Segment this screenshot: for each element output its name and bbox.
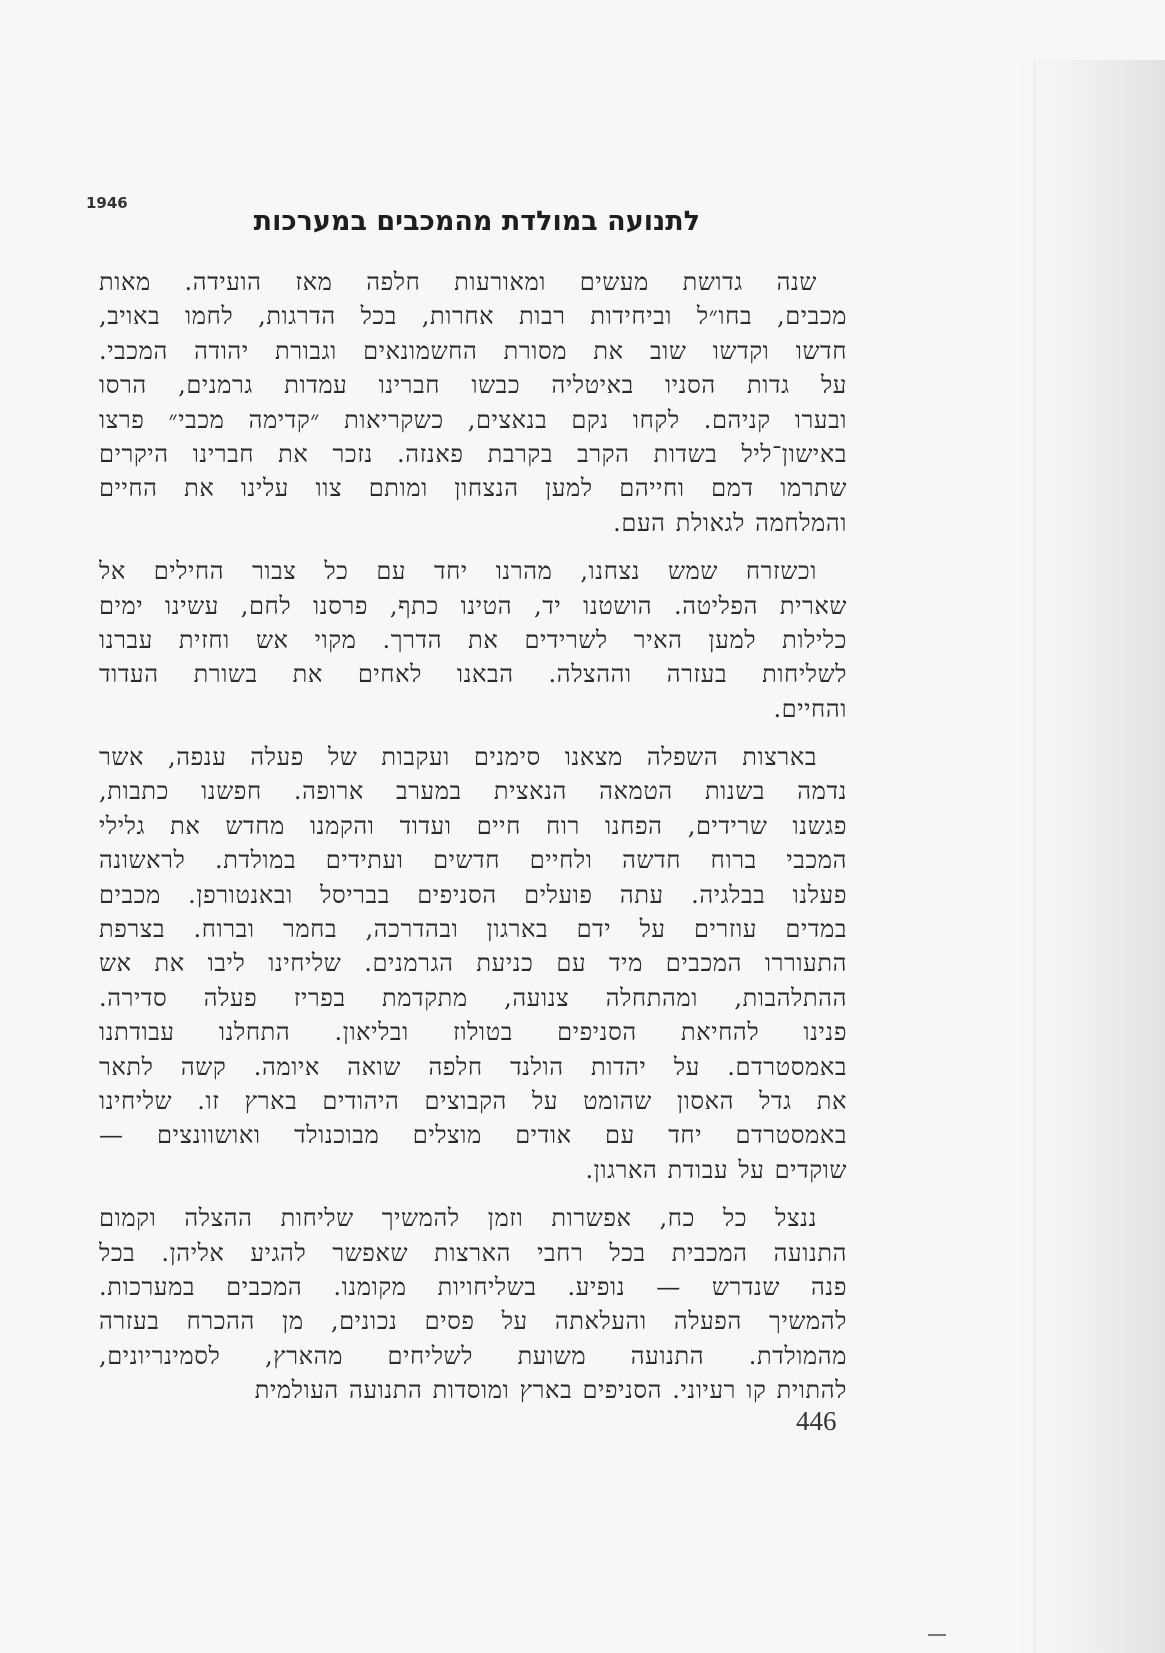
page-edge-shadow (1015, 60, 1165, 1653)
text-line: פנינו להחיאת הסניפים בטולוז ובליאון. התחלנו עבודתנו (99, 1018, 847, 1047)
text-line: שתרמו דמם וחייהם למען הנצחון ומותם צוו עלינו את החיים (99, 474, 847, 503)
text-line: כלילות למען האיר לשרידים את הדרך. מקוי אש וחזית עברנו (99, 625, 847, 654)
text-line: פעלנו בבלגיה. עתה פועלים הסניפים בבריסל ובאנטורפן. מכבים (99, 880, 847, 909)
text-line: וכשזרח שמש נצחנו, מהרנו יחד עם כל צבור החילים אל (99, 557, 817, 586)
text-line: באישון־ליל בשדות הקרב בקרבת פאנזה. נזכר את חברינו היקרים (99, 439, 847, 468)
text-line: והמלחמה לגאולת העם. (613, 508, 847, 537)
body-text (99, 265, 847, 1422)
page-title: לתנועה במולדת מהמכבים במערכות (253, 206, 700, 237)
page-fold-line (1034, 60, 1035, 1653)
paragraph (99, 1201, 847, 1407)
text-line: על גדות הסניו באיטליה כבשו חברינו עמדות גרמנים, הרסו (99, 371, 847, 400)
text-line: התעוררו המכבים מיד עם כניעת הגרמנים. שליחינו ליבו את אש (99, 949, 847, 978)
text-line: פגשנו שרידים, הפחנו רוח חיים ועדוד והקמנו מחדש את גלילי (99, 811, 847, 840)
page-number: 446 (796, 1406, 837, 1436)
text-line: לשליחות בעזרה וההצלה. הבאנו לאחים את בשורת העדוד (99, 660, 847, 689)
page-year: 1946 (86, 194, 128, 212)
text-line: התנועה המכבית בכל רחבי הארצות שאפשר להגיע אליהן. בכל (99, 1238, 847, 1267)
text-line: להמשיך הפעלה והעלאתה על פסים נכונים, מן ההכרח בעזרה (99, 1307, 847, 1336)
paragraph (99, 265, 847, 540)
paragraph (99, 740, 847, 1187)
text-line: ננצל כל כח, אפשרות וזמן להמשיך שליחות ההצלה וקמום (99, 1204, 817, 1233)
text-line: להתוית קו רעיוני. הסניפים בארץ ומוסדות התנועה העולמית (254, 1376, 847, 1405)
text-line: ובערו קניהם. לקחו נקם בנאצים, כשקריאות ״קדימה מכבי״ פרצו (99, 405, 847, 434)
text-line: שוקדים על עבודת הארגון. (585, 1155, 847, 1184)
text-line: המכבי ברוח חדשה ולחיים חדשים ועתידים במולדת. לראשונה (99, 846, 847, 875)
text-line: שארית הפליטה. הושטנו יד, הטינו כתף, פרסנו לחם, עשינו ימים (99, 591, 847, 620)
text-line: מכבים, בחו״ל וביחידות רבות אחרות, בכל הדרגות, לחמו באויב, (99, 302, 847, 331)
paragraph (99, 554, 847, 726)
text-line: חדשו וקדשו שוב את מסורת החשמונאים וגבורת יהודה המכבי. (99, 336, 847, 365)
text-line: בארצות השפלה מצאנו סימנים ועקבות של פעלה ענפה, אשר (99, 743, 817, 772)
text-line: ההתלהבות, ומהתחלה צנועה, מתקדמת בפריז פעלה סדירה. (99, 983, 847, 1012)
text-line: נדמה בשנות הטמאה הנאצית במערב ארופה. חפשנו כתבות, (99, 777, 847, 806)
text-line: את גדל האסון שהומט על הקבוצים היהודים בארץ זו. שליחינו (99, 1086, 847, 1115)
text-line: והחיים. (773, 694, 847, 723)
text-line: באמסטרדם. על יהדות הולנד חלפה שואה איומה. קשה לתאר (99, 1052, 847, 1081)
text-line: במדים עוזרים על ידם בארגון ובהדרכה, בחמר וברוח. בצרפת (99, 915, 847, 944)
text-line: פנה שנדרש — נופיע. בשליחויות מקומנו. המכבים במערכות. (99, 1272, 847, 1301)
text-line: באמסטרדם יחד עם אודים מוצלים מבוכנולד ואושוונצים — (99, 1121, 847, 1150)
text-line: שנה גדושת מעשים ומאורעות חלפה מאז הועידה. מאות (99, 268, 817, 296)
text-line: מהמולדת. התנועה משועת לשליחים מהארץ, לסמינריונים, (99, 1341, 847, 1370)
scan-mark (928, 1634, 946, 1636)
